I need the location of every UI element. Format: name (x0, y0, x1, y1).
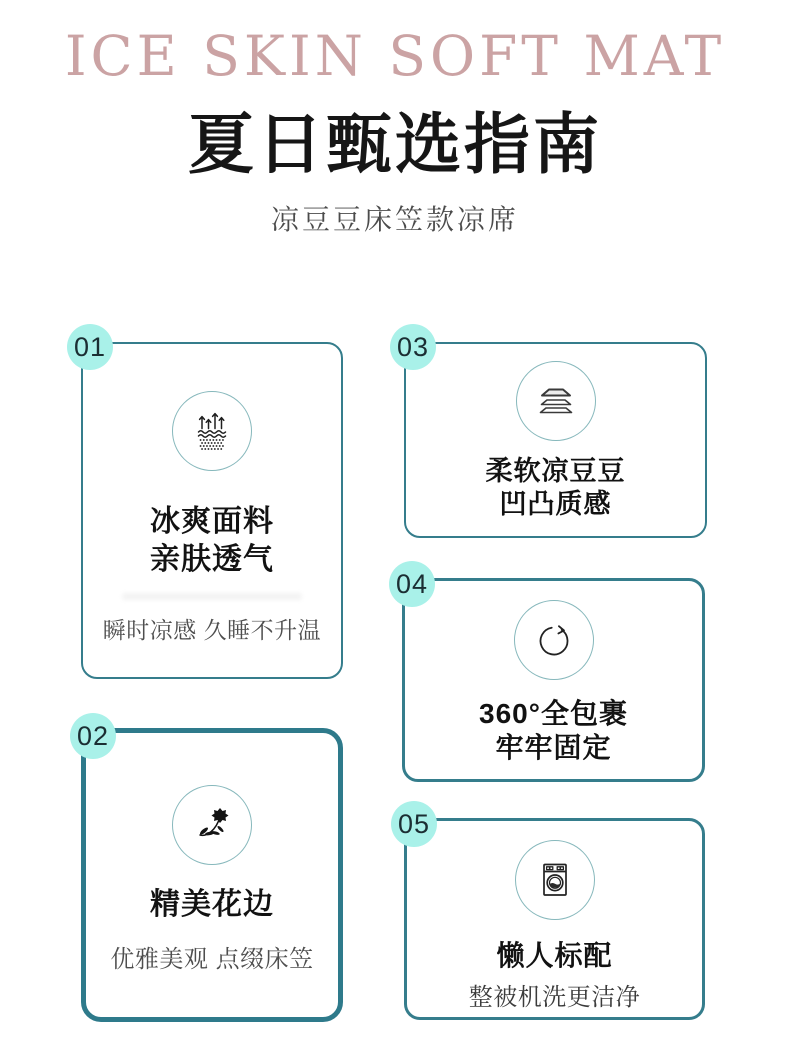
card-subtitle: 瞬时凉感 久睡不升温 (102, 617, 322, 643)
card-title (83, 503, 341, 579)
feature-icon-circle (172, 785, 252, 865)
card-title-line: 凹凸质感 (499, 489, 612, 519)
feature-card-05 (397, 809, 705, 1020)
feature-icon-circle (515, 840, 595, 920)
rotate-icon (531, 617, 577, 663)
card-number-badge: 01 (67, 324, 113, 370)
product-subtitle: 凉豆豆床笠款凉席 (270, 204, 519, 235)
english-title: ICE SKIN SOFT MAT (64, 24, 726, 88)
feature-icon-circle (514, 600, 594, 680)
header (0, 0, 790, 236)
feature-card-01 (73, 332, 343, 679)
breathability-icon (189, 408, 235, 454)
card-title-line: 牢牢固定 (495, 732, 612, 763)
feature-card-02 (76, 721, 343, 1022)
card-number-badge: 04 (389, 561, 435, 607)
card-title-line: 懒人标配 (496, 940, 613, 971)
flower-icon (189, 802, 235, 848)
card-number-badge: 05 (391, 801, 437, 847)
card-number-badge: 02 (70, 713, 116, 759)
card-title-line: 亲肤透气 (150, 543, 274, 576)
feature-card-04 (395, 569, 705, 782)
layers-icon (533, 378, 579, 424)
card-title (405, 697, 702, 765)
card-title (86, 886, 338, 924)
card-title-line: 精美花边 (150, 888, 274, 921)
card-title-line: 360°全包裹 (479, 698, 628, 729)
washing-machine-icon (532, 857, 578, 903)
card-subtitle: 优雅美观 点缀床笠 (110, 946, 314, 973)
feature-icon-circle (172, 391, 252, 471)
card-title-line: 柔软凉豆豆 (485, 456, 626, 486)
card-title-line: 冰爽面料 (150, 505, 274, 538)
card-title (406, 455, 705, 521)
feature-card-03 (396, 332, 707, 538)
faded-text-smudge (122, 593, 302, 600)
card-title (407, 940, 702, 972)
feature-icon-circle (516, 361, 596, 441)
card-subtitle: 整被机洗更洁净 (468, 984, 641, 1011)
card-number-badge: 03 (390, 324, 436, 370)
chinese-title: 夏日甄选指南 (188, 107, 602, 181)
